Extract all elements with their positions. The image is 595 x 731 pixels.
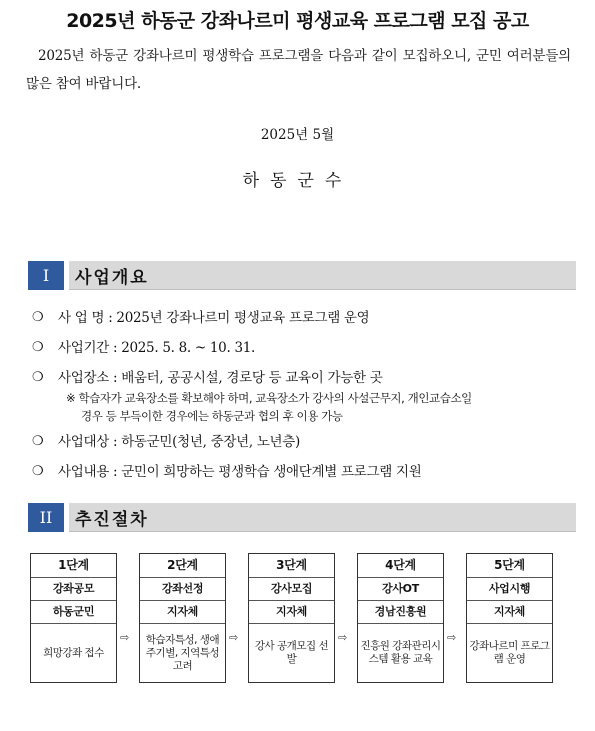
stage-step: 1단계 [31, 554, 116, 578]
stage-task: 강사OT [358, 578, 443, 601]
stage-step: 2단계 [140, 554, 225, 578]
section-number: I [28, 261, 64, 290]
page-title: 2025년 하동군 강좌나르미 평생교육 프로그램 모집 공고 [66, 10, 529, 32]
stage-step: 5단계 [467, 554, 552, 578]
stage-task: 강좌선정 [140, 578, 225, 601]
stage-owner: 경남진흥원 [358, 601, 443, 624]
section-title: 사업개요 [69, 261, 576, 290]
circle-bullet-icon: ❍ [32, 310, 44, 325]
list-item: ❍ 사 업 명 : 2025년 강좌나르미 평생교육 프로그램 운영 [32, 307, 577, 337]
stage-box [139, 553, 226, 683]
stage-box [30, 553, 117, 683]
stage-task: 강좌공모 [31, 578, 116, 601]
stage-box [466, 553, 553, 683]
procedure-flow [30, 553, 560, 688]
notice-date: 2025년 5월 [260, 127, 335, 143]
circle-bullet-icon: ❍ [32, 434, 44, 449]
issuing-office: 하동군수 [242, 171, 353, 191]
stage-desc: 진흥원 강좌관리시스템 활용 교육 [360, 640, 441, 665]
section-title: 추진절차 [69, 503, 576, 532]
section-header-overview [28, 261, 576, 290]
stage-box [248, 553, 335, 683]
stage-desc: 학습자특성, 생애주기별, 지역특성 고려 [145, 633, 220, 672]
stage-desc: 희망강좌 접수 [43, 646, 104, 659]
arrow-right-icon: ⇨ [447, 631, 457, 644]
location-note: ※ 학습자가 교육장소를 확보해야 하며, 교육장소가 강사의 사설근무지, 개인교습소일 경우 등 부득이한 경우에는 하동군과 협의 후 이용 가능 [66, 391, 472, 423]
circle-bullet-icon: ❍ [32, 464, 44, 479]
stage-desc: 강좌나르미 프로그램 운영 [469, 640, 550, 665]
circle-bullet-icon: ❍ [32, 370, 44, 385]
stage-desc: 강사 공개모집 선발 [254, 640, 329, 665]
stage-box [357, 553, 444, 683]
list-item: ❍ 사업기간 : 2025. 5. 8. ~ 10. 31. [32, 337, 577, 367]
stage-owner: 하동군민 [31, 601, 116, 624]
list-item: ❍ 사업장소 : 배움터, 공공시설, 경로당 등 교육이 가능한 곳 [32, 367, 577, 397]
overview-list [32, 307, 577, 491]
stage-step: 3단계 [249, 554, 334, 578]
section-header-procedure [28, 503, 576, 532]
stage-owner: 지자체 [249, 601, 334, 624]
stage-task: 사업시행 [467, 578, 552, 601]
list-item: ❍ 사업내용 : 군민이 희망하는 평생학습 생애단계별 프로그램 지원 [32, 461, 577, 491]
circle-bullet-icon: ❍ [32, 340, 44, 355]
stage-step: 4단계 [358, 554, 443, 578]
arrow-right-icon: ⇨ [120, 631, 130, 644]
arrow-right-icon: ⇨ [338, 631, 348, 644]
intro-paragraph: 2025년 하동군 강좌나르미 평생학습 프로그램을 다음과 같이 모집하오니, 군민 여러분들의 많은 참여 바랍니다. [26, 48, 571, 92]
list-item: ❍ 사업대상 : 하동군민(청년, 중장년, 노년층) [32, 431, 577, 461]
arrow-right-icon: ⇨ [229, 631, 239, 644]
stage-task: 강사모집 [249, 578, 334, 601]
section-number: II [28, 503, 64, 532]
stage-owner: 지자체 [467, 601, 552, 624]
stage-owner: 지자체 [140, 601, 225, 624]
